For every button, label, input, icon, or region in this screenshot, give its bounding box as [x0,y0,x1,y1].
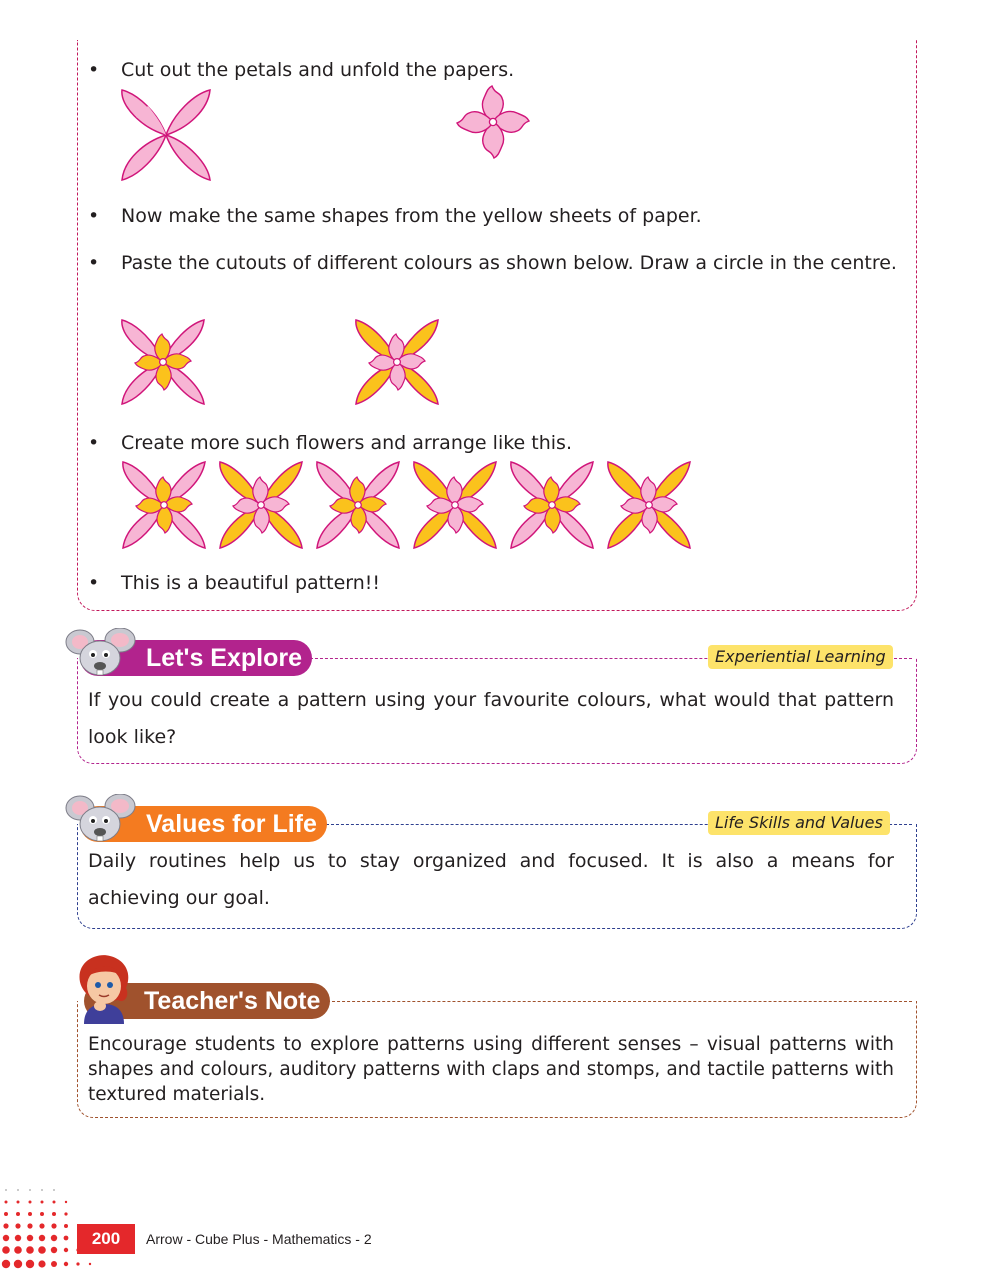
pattern-flower-6-icon [608,462,690,548]
step-text: Cut out the petals and unfold the papers. [121,59,515,81]
flower-pattern-row [120,460,700,550]
bullet-icon: • [88,59,100,81]
book-title: Arrow - Cube Plus - Mathematics - 2 [146,1231,372,1247]
mouse-mascot-icon [64,628,138,684]
pasted-flower-pink-outer-icon [118,318,208,406]
pattern-flower-2-icon [220,462,302,548]
note-text: Encourage students to explore patterns using different senses – visual patterns with shapes and colours, auditory patterns with claps and stomps, and tactile patterns with textured materials. [88,1034,894,1105]
values-tag: Life Skills and Values [708,811,890,835]
note-title: Teacher's Note [84,983,330,1019]
unfolded-flower-icon [454,84,532,160]
explore-title: Let's Explore [80,640,312,676]
step-text: Paste the cutouts of different colours as shown below. Draw a circle in the centre. [121,252,897,274]
page-number: 200 [77,1224,135,1254]
step-text: Now make the same shapes from the yellow sheets of paper. [121,205,702,227]
bullet-icon: • [88,572,100,594]
activity-step-1 [88,52,903,88]
activity-step-3 [88,245,903,281]
values-title: Values for Life [80,806,327,842]
pattern-flower-4-icon [414,462,496,548]
values-text: Daily routines help us to stay organized and focused. It is also a means for achieving our goal. [88,850,894,909]
pasted-flower-yellow-outer-icon [352,318,442,406]
pattern-flower-5-icon [511,462,593,548]
girl-mascot-icon [70,952,140,1024]
pattern-flower-1-icon [123,462,205,548]
activity-step-2 [88,198,903,234]
explore-tag: Experiential Learning [708,645,893,669]
step-text: Create more such flowers and arrange like this. [121,432,572,454]
bullet-icon: • [88,252,100,274]
activity-step-5 [88,565,903,601]
explore-text: If you could create a pattern using your favourite colours, what would that pattern look like? [88,689,894,748]
bullet-icon: • [88,432,100,454]
x-petal-cutout-icon [118,88,214,182]
step-text: This is a beautiful pattern!! [121,572,381,594]
pattern-flower-3-icon [317,462,399,548]
activity-step-4 [88,425,903,461]
bullet-icon: • [88,205,100,227]
mouse-mascot-icon [64,794,138,850]
